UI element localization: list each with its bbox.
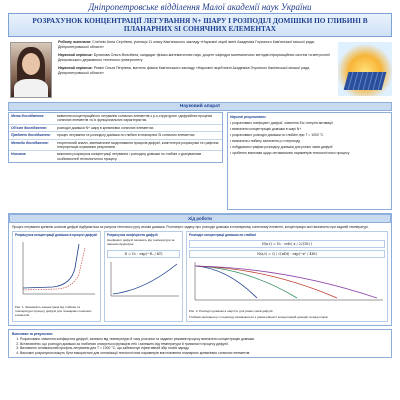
list-item: 3. Визначено оптимальний профіль легування для T = 1000 °C, що забезпечує ефективний збір носіїв заряду. [20,346,388,350]
distribution-graph [187,260,387,304]
abstract-row: Мета дослідження: вивчення концентраційного легування сонячних елементів з p-n-структурою і дифузійних процесів сонячних елементів та їх функціональних характеристик. [9,113,222,125]
solar-panel-image [338,42,392,96]
erfc-equation: N(x,t) = N₀ · erfc( x / 2√(Dt) ) [189,240,385,248]
conclusions-section [8,329,392,358]
gauss-equation: N(x,t) = Q / √(πDt) · exp(−x² / 4Dt) [189,250,385,258]
authors-text [58,40,332,102]
concentration-graph [13,238,99,300]
organization-line: Дніпропетровське відділення Малої академії наук України [88,2,312,12]
supervisor-label-1: Науковий керівник: [58,53,93,57]
research-column-2 [104,231,183,322]
research-intro: Процес легування кремнію шляхом дифузії відбувається за рахунок теплового руху атомів домішки. Розглянуто задачу про розподіл домішки в планарному сонячному елементі, концентрацію якої визначено при заданій температурі. [12,225,369,229]
arrhenius-graph [105,260,181,300]
abstract-section [8,112,392,210]
authors-block [8,40,392,102]
abstract-heading: Науковий апарат [8,102,392,111]
column-title: Розрахунок концентрації домішки в процесі дифузії [15,233,98,238]
list-item: • розраховано розподіл домішки по глибині при T = 1000 °C [230,133,324,138]
research-column-3 [186,231,388,322]
column-title: Розрахунок коефіцієнта дифузії [106,233,158,238]
author-text: Сли'янік Анна Сергіївна, учениця 11 класу Кам'янського закладу «Наукової ліцей імені Академіка Гнусиного Кам'янської міської ради, Дніпропетровської області» [58,40,315,49]
list-item: 2. Встановлено, що розподіл домішки за глибиною описується функцією erfc і залежить від температури й тривалості процесу дифузії. [20,342,388,346]
pn-caption: Глибина залягання p-n переходу визначається з умови рівності концентрацій донорів та акцепторів. [189,315,329,320]
results-list [227,112,392,210]
column-caption: Рис. 1. Залежність концентрації від глибини та температури процесу дифузії для планарних сонячних елементів. [15,305,92,317]
conclusions-heading: Висновки та результати [12,331,53,336]
abstract-row: Предмет дослідження: процес легування та розподілу домішки по глибині в планарних Si сонячних елементах. [9,132,222,139]
list-item: • зроблено висновки щодо оптимальних параметрів технологічного процесу [230,150,350,155]
diffusion-equation: D = D₀ · exp(−Eₐ / kT) [107,250,180,258]
list-item: 4. Виконані розрахунки можуть бути використані для оптимізації технологічних параметрів виготовлення планарних кремнієвих сонячних елементів. [20,351,388,355]
abstract-row: Об'єкт дослідження: розподіл домішки N+ шару в кремнієвих сонячних елементах. [9,125,222,132]
research-heading: Хід роботи [9,214,391,223]
abstract-row: Методи дослідження: теоретичний аналіз, математичне моделювання процесів дифузії, комп'ютерні розрахунки та графічна інтерпретація отриманих результатів. [9,140,222,152]
author-label: Роботу виконала: [58,40,92,44]
author-photo [10,42,52,98]
graph-caption: Рис. 2. Розподіл домішки в шарі N+ для різних часів дифузії. [189,309,274,314]
list-item: • розраховано коефіцієнт дифузії, значення Ea і енергія активації [230,121,333,126]
list-item: • побудовано графіки розподілу домішки для різних часів дифузії [230,145,333,150]
column-text: Коефіцієнт дифузії залежить від температури за законом Арреніуса: [106,238,175,247]
research-section [8,213,392,326]
abstract-table [8,112,223,163]
results-heading: Наукові результати: [230,115,267,119]
research-column-1 [12,231,101,322]
supervisor-label-2: Науковий керівник: [58,66,93,70]
abstract-row: Новизна: виконано розрахунок концентрації легування і розподілу домішки по глибині з урахуванням особливостей технологічного процесу. [11,152,201,161]
poster [8,2,392,398]
poster-title: РОЗРАХУНОК КОНЦЕНТРАЦІЇ ЛЕГУВАННЯ N+ ШАРУ І РОЗПОДІЛ ДОМІШКИ ПО ГЛИБИНІ В ПЛАНАРНИХ SI СОНЯЧНИХ ЕЛЕМЕНТАХ [8,13,392,37]
column-title: Розподіл концентрації домішки по глибині [189,233,257,238]
list-item: • визначено глибину залягання p-n переходу [230,139,301,144]
list-item: 1. Розраховано значення коефіцієнта дифузії, залежно від температури й часу розгонки та заданих режимів процесу визначено концентрацію домішки. [20,337,388,341]
list-item: • визначено концентрацію домішки в шарі N+ [230,127,302,132]
supervisor-text-2: Реміні Ольга Петрівна, вчитель фізики Кам'янського закладу «Наукової ліцей імені Академіка Гнусиного Кам'янської міської ради, Дніпропетровської області» [58,66,311,75]
supervisor-text-1: Буланова Ольга Віталіївна, кандидат фізико-математичних наук, доцент кафедри математичних методів інформаційних систем та метрології Дніпровського державного технічного університету [58,53,330,62]
